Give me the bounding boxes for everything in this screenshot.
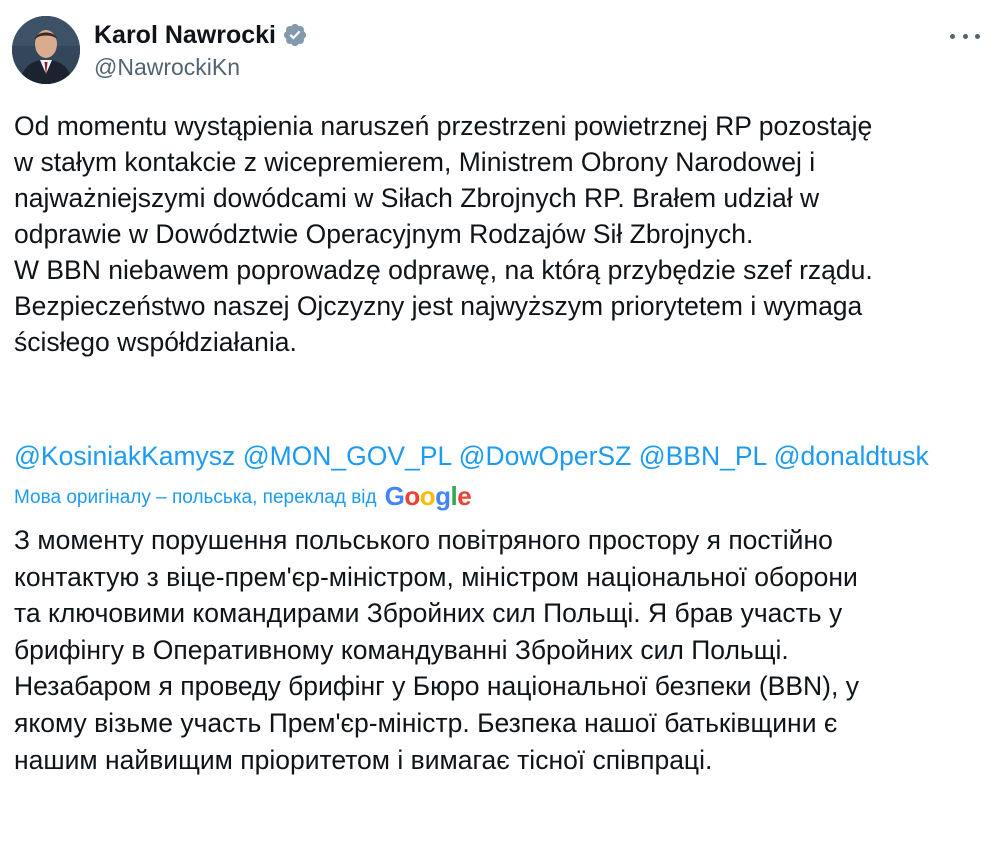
avatar[interactable] — [12, 16, 80, 84]
author-block — [94, 20, 308, 81]
display-name-row — [94, 20, 308, 50]
translation-note — [14, 482, 471, 513]
post-text: Od momentu wystąpienia naruszeń przestrzeni powietrznej RP pozostaję w stałym kontakcie z wicepremierem, Ministrem Obrony Narodowej i najważniejszymi dowódcami w Siłach Zbrojnych RP. Brałem udział w odprawie w Dowództwie Operacyjnym Rodzajów Sił Zbrojnych. W BBN niebawem poprowadzę odprawę, na którą przybędzie szef rządu. Bezpieczeństwo naszej Ojczyzny jest najwyższym priorytetem i wymaga ścisłego współdziałania. — [14, 111, 873, 357]
more-horizontal-icon[interactable] — [950, 26, 980, 46]
mentions-row — [14, 438, 929, 474]
mention-link[interactable]: @MON_GOV_PL — [242, 441, 452, 471]
more-dot — [975, 34, 980, 39]
mention-link[interactable]: @KosiniakKamysz — [14, 441, 236, 471]
mention-link[interactable]: @DowOperSZ — [458, 441, 632, 471]
avatar-portrait-icon — [12, 16, 80, 84]
more-dot — [963, 34, 968, 39]
mention-link[interactable]: @BBN_PL — [638, 441, 767, 471]
translated-text: З моменту порушення польського повітряного простору я постійно контактую з віце-прем'єр-міністром, міністром національної оборони та ключовими командирами Збройних сил Польщі. Я брав участь у брифінгу в Оперативному командуванні Збройних сил Польщі. Незабаром я проведу брифінг у Бюро національної безпеки (BBN), у якому візьме участь Прем'єр-міністр. Безпека нашої батьківщини є нашим найвищим пріоритетом і вимагає тісної співпраці. — [14, 525, 859, 775]
translation-note-text[interactable]: Мова оригіналу – польська, переклад від — [14, 486, 377, 508]
display-name[interactable]: Karol Nawrocki — [94, 20, 277, 49]
more-dot — [950, 34, 955, 39]
verified-badge-icon[interactable] — [282, 22, 308, 48]
google-logo: Google — [384, 481, 472, 511]
author-handle[interactable]: @NawrockiKn — [94, 54, 241, 80]
mention-link[interactable]: @donaldtusk — [773, 441, 929, 471]
post-header — [12, 12, 988, 86]
